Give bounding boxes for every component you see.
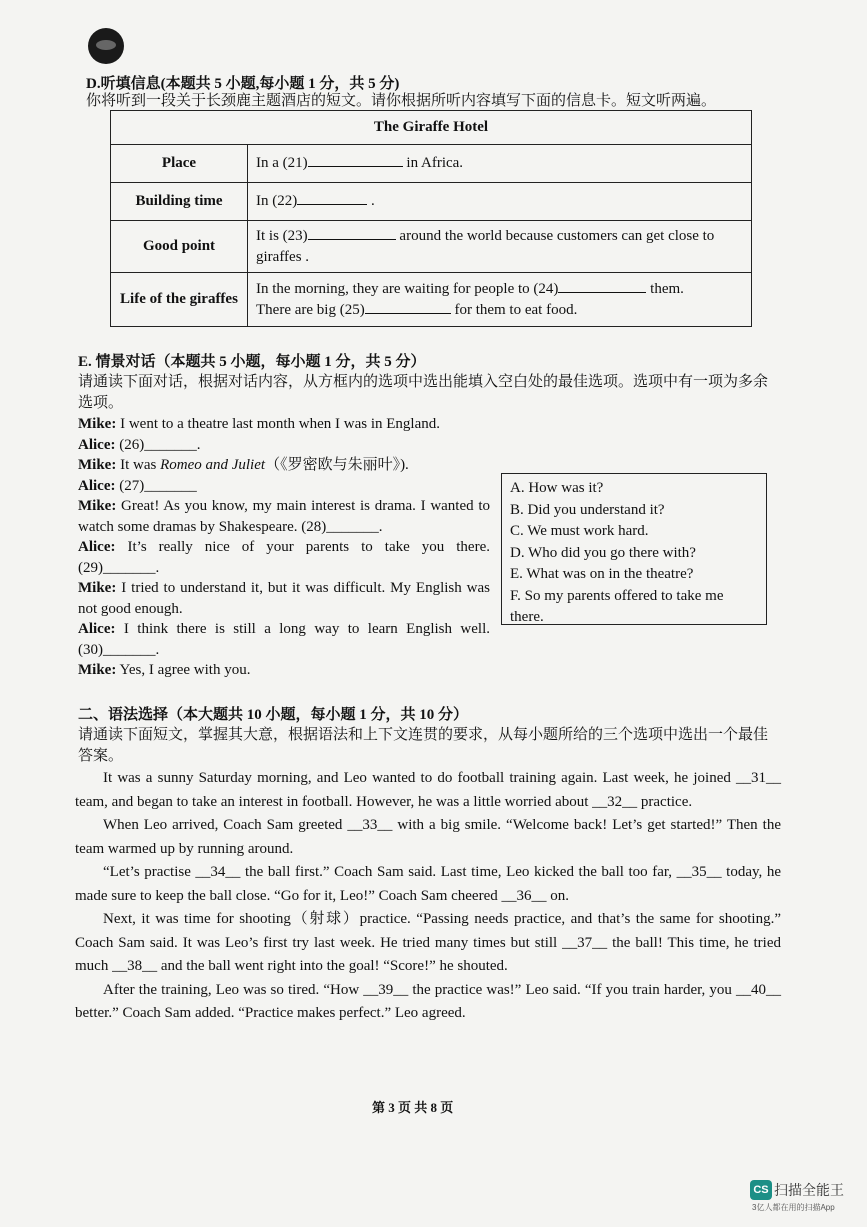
passage-paragraph: When Leo arrived, Coach Sam greeted __33__ with a big smile. “Welcome back! Let’s get started!” Then the team warmed up by running around. <box>75 817 781 857</box>
row-label-building-time: Building time <box>111 183 248 221</box>
dialogue-line: Mike: It was Romeo and Juliet（《罗密欧与朱丽叶》). <box>78 457 409 473</box>
dialogue-line: Mike: I tried to understand it, but it was difficult. My English was not good enough. <box>78 580 490 617</box>
dialogue-line: Alice: It’s really nice of your parents to take you there. (29)_______. <box>78 539 490 576</box>
camscanner-icon: CS <box>750 1180 772 1200</box>
option-d: D. Who did you go there with? <box>510 544 696 561</box>
grammar-instruction: 请通读下面短文，掌握其大意，根据语法和上下文连贯的要求，从每小题所给的三个选项中选出一个最佳答案。 <box>78 727 769 764</box>
table-title: The Giraffe Hotel <box>111 111 752 145</box>
section-d-instruction: 你将听到一段关于长颈鹿主题酒店的短文。请你根据所听内容填写下面的信息卡。短文听两遍。 <box>86 93 717 109</box>
logo-seal <box>88 28 124 64</box>
grammar-passage <box>75 767 781 1026</box>
grammar-title: 二、语法选择（本大题共 10 小题，每小题 1 分，共 10 分） <box>78 707 469 723</box>
row-label-life: Life of the giraffes <box>111 273 248 327</box>
dialogue-line: Mike: Yes, I agree with you. <box>78 662 251 678</box>
dialogue-line: Alice: (27)_______ <box>78 477 197 494</box>
row-label-good-point: Good point <box>111 221 248 273</box>
option-a: A. How was it? <box>510 480 604 496</box>
dialogue-line: Mike: I went to a theatre last month when I was in England. <box>78 416 440 432</box>
row-value-good-point: It is (23) around the world because customers can get close to giraffes . <box>248 221 752 273</box>
dialogue <box>78 414 490 681</box>
options-box <box>501 473 767 625</box>
page-number: 第 3 页 共 8 页 <box>372 1100 454 1115</box>
passage-paragraph: Next, it was time for shooting（射球）practice. “Passing needs practice, and that’s the same for shooting.” Coach Sam said. It was Leo’s first try last week. He tried many times but still __37__ the ball! This time, he tried much __38__ and the ball went right into the goal! “Score!” he shouted. <box>75 911 781 974</box>
dialogue-line: Mike: Great! As you know, my main interest is drama. I wanted to watch some dramas by Shakespeare. (28)_______. <box>78 498 490 535</box>
row-value-life: In the morning, they are waiting for people to (24) them. There are big (25) for them to eat food. <box>248 273 752 327</box>
row-value-place: In a (21) in Africa. <box>248 145 752 183</box>
option-e: E. What was on in the theatre? <box>510 566 694 582</box>
passage-paragraph: It was a sunny Saturday morning, and Leo wanted to do football training again. Last week, he joined __31__ team, and began to take an interest in football. However, he was a little worried about __32__ practice. <box>75 770 781 810</box>
row-label-place: Place <box>111 145 248 183</box>
scanner-watermark <box>750 1180 844 1212</box>
section-e-title: E. 情景对话（本题共 5 小题，每小题 1 分，共 5 分） <box>78 354 426 370</box>
section-e-instruction: 请通读下面对话，根据对话内容，从方框内的选项中选出能填入空白处的最佳选项。选项中有一项为多余选项。 <box>78 374 769 411</box>
watermark-name: 扫描全能王 <box>774 1182 844 1198</box>
dialogue-line: Alice: (26)_______. <box>78 436 201 453</box>
row-value-building-time: In (22) . <box>248 183 752 221</box>
dialogue-line: Alice: I think there is still a long way to learn English well. (30)_______. <box>78 621 490 658</box>
section-d-title: D.听填信息(本题共 5 小题,每小题 1 分，共 5 分) <box>86 76 400 92</box>
passage-paragraph: “Let’s practise __34__ the ball first.” Coach Sam said. Last time, Leo kicked the ball too far, __35__ today, he made sure to keep the ball close. “Go for it, Leo!” Coach Sam cheered __36__ on. <box>75 864 781 904</box>
passage-paragraph: After the training, Leo was so tired. “How __39__ the practice was!” Leo said. “If you train harder, you __40__ better.” Coach Sam added. “Practice makes perfect.” Leo agreed. <box>75 981 781 1021</box>
hotel-info-table <box>110 110 752 327</box>
option-f: F. So my parents offered to take me there. <box>510 587 724 625</box>
option-b: B. Did you understand it? <box>510 501 665 518</box>
option-c: C. We must work hard. <box>510 523 649 539</box>
watermark-sub: 3亿人都在用的扫描App <box>752 1203 835 1212</box>
